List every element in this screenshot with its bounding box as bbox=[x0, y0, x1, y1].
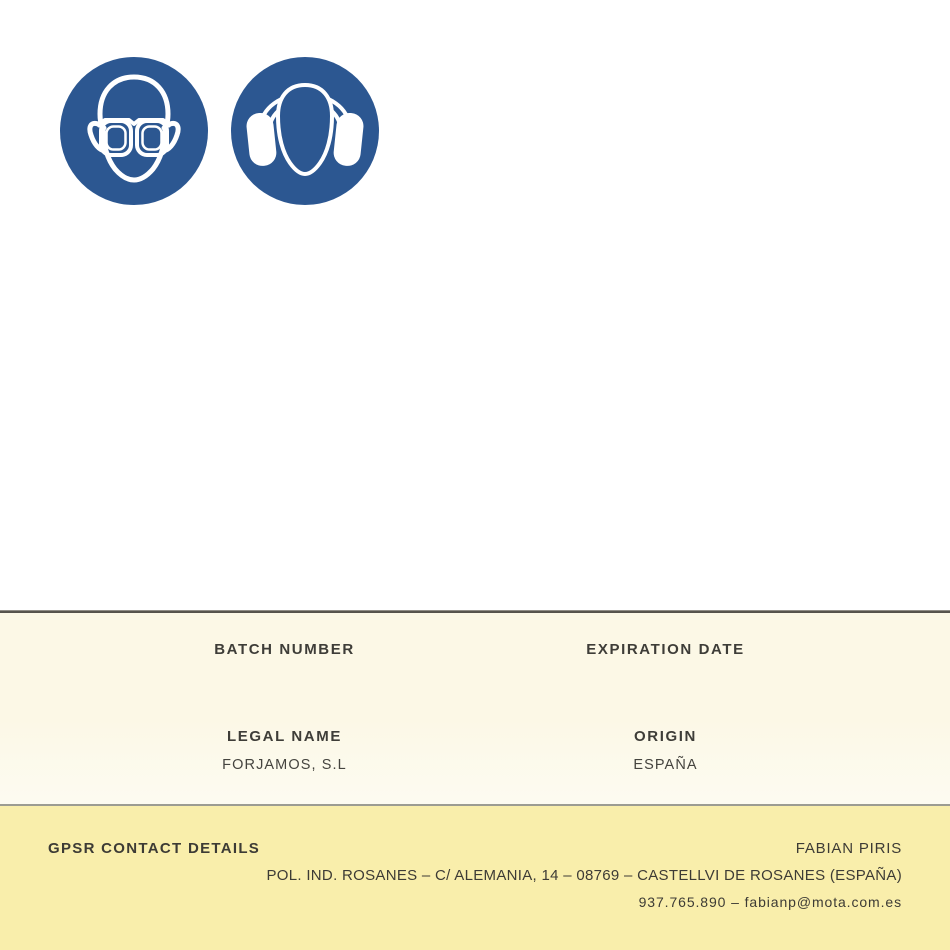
gpsr-address: POL. IND. ROSANES – C/ ALEMANIA, 14 – 08769 – CASTELLVI DE ROSANES (ESPAÑA) bbox=[266, 867, 902, 884]
origin-value: ESPAÑA bbox=[633, 757, 698, 773]
gpsr-contact-details-label: GPSR CONTACT DETAILS bbox=[48, 840, 261, 857]
gpsr-contact-section bbox=[0, 806, 950, 950]
wear-ear-protection-icon bbox=[231, 57, 379, 205]
wear-eye-protection-icon bbox=[60, 57, 208, 205]
safety-icons-row bbox=[60, 57, 379, 205]
gpsr-contact-name: FABIAN PIRIS bbox=[795, 840, 902, 857]
product-info-section bbox=[0, 613, 950, 804]
expiration-date-label: EXPIRATION DATE bbox=[586, 641, 745, 658]
gpsr-phone-email: 937.765.890 – fabianp@mota.com.es bbox=[638, 894, 902, 910]
legal-name-value: FORJAMOS, S.L bbox=[222, 757, 347, 773]
legal-name-label: LEGAL NAME bbox=[227, 728, 342, 745]
origin-label: ORIGIN bbox=[634, 728, 697, 745]
batch-number-label: BATCH NUMBER bbox=[214, 641, 355, 658]
